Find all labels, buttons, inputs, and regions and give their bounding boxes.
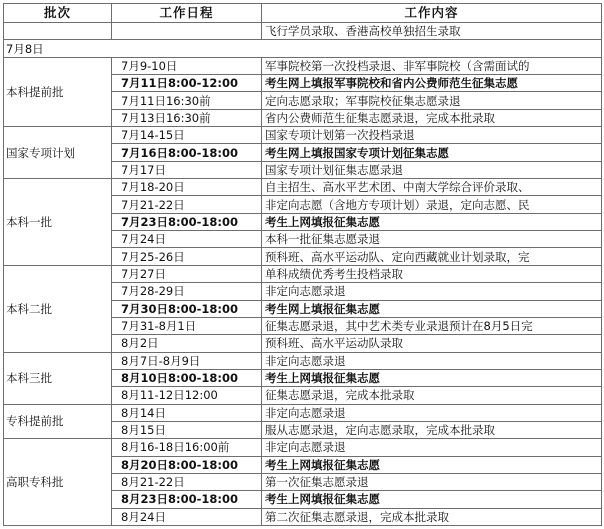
batch-cell: 本科三批: [4, 352, 112, 404]
schedule-cell: 7月17日: [112, 161, 262, 178]
schedule-cell: 7月23日8:00-18:00: [112, 213, 262, 230]
schedule-cell: 7月31-8月1日: [112, 317, 262, 334]
schedule-cell: 8月11-12日12:00: [112, 387, 262, 404]
schedule-cell: 8月16-18日16:00前: [112, 439, 262, 456]
batch-cell: [4, 23, 112, 40]
content-cell: 考生网上填报国家专项计划征集志愿: [262, 144, 602, 161]
schedule-cell: 7月27日: [112, 265, 262, 282]
content-cell: 第一次征集志愿录退: [262, 473, 602, 490]
content-cell: 军事院校第一次投档录退、非军事院校（含需面试的: [262, 57, 602, 74]
content-cell: 单科成绩优秀考生投档录取: [262, 265, 602, 282]
content-cell: 非定向志愿录退: [262, 352, 602, 369]
content-cell: 征集志愿录退，其中艺术类专业录退预计在8月5日完: [262, 317, 602, 334]
content-cell: 第二次征集志愿录退，完成本批录取: [262, 508, 602, 525]
content-cell: 预科班、高水平运动队、定向西藏就业计划录取，完: [262, 248, 602, 265]
batch-cell: 高职专科批: [4, 439, 112, 526]
schedule-cell: 7月9-10日: [112, 57, 262, 74]
content-cell: 考生上网填报征集志愿: [262, 213, 602, 230]
content-cell: 国家专项计划第一次投档录退: [262, 127, 602, 144]
content-cell: 非定向志愿录退: [262, 404, 602, 421]
content-cell: 考生网上填报征集志愿: [262, 300, 602, 317]
table-row: [4, 179, 602, 196]
table-row: [4, 439, 602, 456]
table-row: [4, 40, 602, 57]
date-cell: 7月8日: [4, 40, 602, 57]
schedule-cell: 8月15日: [112, 421, 262, 438]
admission-schedule-table: [3, 3, 602, 526]
table-row: [4, 404, 602, 421]
content-cell: 考生上网填报征集志愿: [262, 369, 602, 386]
content-cell: 预科班、高水平运动队录取: [262, 335, 602, 352]
schedule-cell: 7月11日8:00-12:00: [112, 75, 262, 92]
schedule-cell: 8月7日-8月9日: [112, 352, 262, 369]
schedule-cell: 7月21-22日: [112, 196, 262, 213]
schedule-cell: [112, 23, 262, 40]
content-cell: 自主招生、高水平艺术团、中南大学综合评价录取、: [262, 179, 602, 196]
batch-column-header: 批次: [4, 4, 112, 23]
table-row: [4, 127, 602, 144]
schedule-table-body: [4, 23, 602, 526]
schedule-cell: 8月10日8:00-18:00: [112, 369, 262, 386]
schedule-cell: 8月14日: [112, 404, 262, 421]
content-cell: 非定向志愿（含地方专项计划）录退，定向志愿、民: [262, 196, 602, 213]
schedule-cell: 7月28-29日: [112, 283, 262, 300]
table-row: [4, 23, 602, 40]
content-cell: 考生上网填报征集志愿: [262, 491, 602, 508]
content-cell: 非定向志愿录退: [262, 283, 602, 300]
schedule-cell: 7月13日16:30前: [112, 109, 262, 126]
schedule-cell: 7月24日: [112, 231, 262, 248]
batch-cell: 本科二批: [4, 265, 112, 352]
schedule-cell: 7月25-26日: [112, 248, 262, 265]
batch-cell: 专科提前批: [4, 404, 112, 439]
content-cell: 服从志愿录退，定向志愿录取，完成本批录取: [262, 421, 602, 438]
content-cell: 定向志愿录取；军事院校征集志愿录退: [262, 92, 602, 109]
content-cell: 考生上网填报征集志愿: [262, 456, 602, 473]
batch-cell: 国家专项计划: [4, 127, 112, 179]
content-column-header: 工作内容: [262, 4, 602, 23]
content-cell: 非定向志愿录退: [262, 439, 602, 456]
schedule-cell: 7月30日8:00-18:00: [112, 300, 262, 317]
content-cell: 本科一批征集志愿录退: [262, 231, 602, 248]
schedule-cell: 8月21-22日: [112, 473, 262, 490]
content-cell: 国家专项计划征集志愿录退: [262, 161, 602, 178]
schedule-cell: 8月20日8:00-18:00: [112, 456, 262, 473]
content-cell: 征集志愿录退，完成本批录取: [262, 387, 602, 404]
content-cell: 飞行学员录取、香港高校单独招生录取: [262, 23, 602, 40]
batch-cell: 本科一批: [4, 179, 112, 266]
table-row: [4, 265, 602, 282]
schedule-cell: 7月11日16:30前: [112, 92, 262, 109]
schedule-cell: 7月14-15日: [112, 127, 262, 144]
schedule-column-header: 工作日程: [112, 4, 262, 23]
table-row: [4, 57, 602, 74]
batch-cell: 本科提前批: [4, 57, 112, 126]
content-cell: 考生网上填报军事院校和省内公费师范生征集志愿: [262, 75, 602, 92]
schedule-cell: 8月24日: [112, 508, 262, 525]
schedule-cell: 7月18-20日: [112, 179, 262, 196]
table-row: [4, 352, 602, 369]
schedule-cell: 7月16日8:00-18:00: [112, 144, 262, 161]
content-cell: 省内公费师范生征集志愿录退，完成本批录取: [262, 109, 602, 126]
schedule-cell: 8月2日: [112, 335, 262, 352]
schedule-cell: 8月23日8:00-18:00: [112, 491, 262, 508]
header-row: [4, 4, 602, 23]
